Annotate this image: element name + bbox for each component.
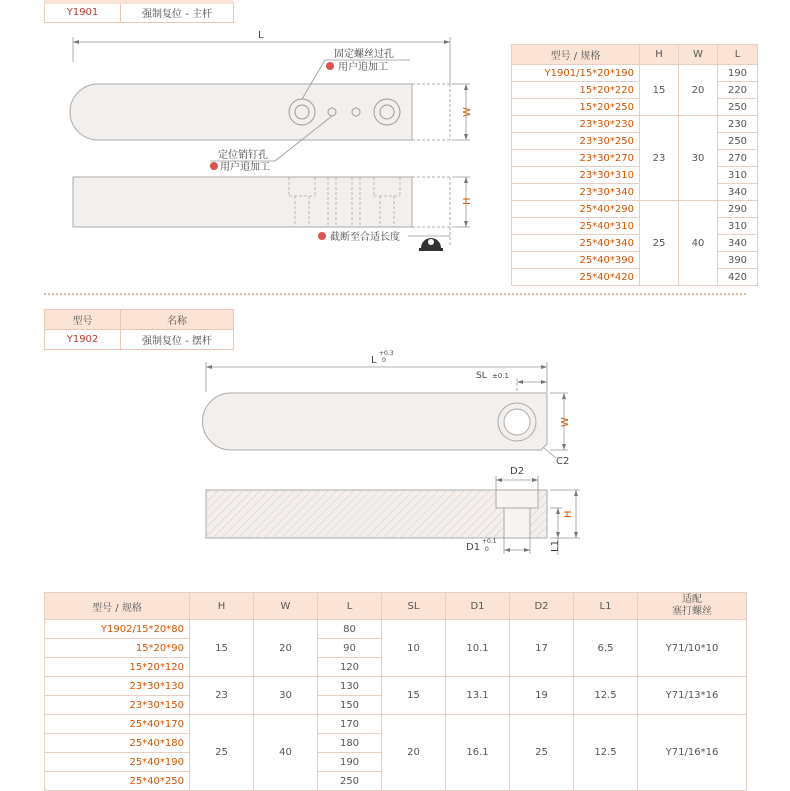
table-cell: 420 [718,269,758,286]
table-cell: 310 [718,218,758,235]
part1-th-W: W [679,45,718,65]
part2-code: Y1902 [45,330,121,350]
saw-icon [419,238,443,251]
part2-drawing [190,340,590,580]
table-cell: 15*20*90 [45,639,190,658]
part1-top-view-bar [70,84,412,140]
part1-th-L: L [718,45,758,65]
table-cell: 10 [382,620,446,677]
table-cell: 25*40*190 [45,753,190,772]
table-cell: 15*20*250 [512,99,640,116]
part2-dim-D1-label: D1 [466,542,481,553]
table-cell: 15 [190,620,254,677]
table-cell: 23*30*250 [512,133,640,150]
table-cell: 250 [718,133,758,150]
part1-note-cut: 截断至合适长度 [330,232,400,243]
part1-note-pin-icon [210,162,218,170]
part1-th-model: 型号 / 规格 [512,45,640,65]
part1-cut-extension [412,84,450,140]
table-cell: 150 [318,696,382,715]
table-cell: 12.5 [574,715,638,791]
table-cell: 20 [254,620,318,677]
part2-dim-D2-label: D2 [510,466,525,477]
part2-dim-SL-label: SL [476,371,487,381]
part2-hole-inner [504,409,530,435]
table-cell: Y71/13*16 [638,677,747,715]
part1-note-thread-icon [326,62,334,70]
table-cell: 19 [510,677,574,715]
part2-side-through-hole [504,508,530,538]
table-cell: 340 [718,184,758,201]
svg-text:0: 0 [382,357,386,364]
table-header-cell: SL [382,593,446,620]
table-cell: 25*40*340 [512,235,640,252]
part2-dim-H-label: H [563,510,574,518]
table-cell: 25 [640,201,679,286]
part2-spec-table [44,592,747,791]
table-row-model: Y1901/15*20*190 [512,65,640,82]
table-cell: 390 [718,252,758,269]
svg-text:±0.1: ±0.1 [492,372,509,380]
table-cell: 170 [318,715,382,734]
table-cell: 250 [718,99,758,116]
table-cell: 130 [318,677,382,696]
table-cell: 30 [679,116,718,201]
part2-top-view-bar [203,393,548,450]
part1-drawing [0,0,510,270]
table-header-cell: 型号 / 规格 [45,593,190,620]
table-cell: 25*40*290 [512,201,640,218]
table-cell: 15*20*220 [512,82,640,99]
table-cell: 340 [718,235,758,252]
table-cell: 40 [679,201,718,286]
table-cell: 30 [254,677,318,715]
table-cell: 25*40*250 [45,772,190,791]
part1-th-H: H [640,45,679,65]
table-cell: 20 [382,715,446,791]
part1-note-thread-2: 用户追加工 [338,62,388,73]
part1-note-cut-icon [318,232,326,240]
table-cell: 23*30*310 [512,167,640,184]
table-cell: 12.5 [574,677,638,715]
table-cell: 220 [718,82,758,99]
table-cell: 270 [718,150,758,167]
table-cell: 25*40*420 [512,269,640,286]
table-cell: 20 [679,65,718,116]
table-header-cell: D1 [446,593,510,620]
part1-spec-table [511,44,758,286]
table-cell: 23*30*130 [45,677,190,696]
table-cell: 23 [190,677,254,715]
table-cell: 15*20*120 [45,658,190,677]
svg-text:0: 0 [485,546,489,553]
part1-dim-L-label: L [258,30,264,41]
table-cell: 15 [382,677,446,715]
table-cell: 25 [510,715,574,791]
table-cell: 190 [318,753,382,772]
part2-name: 强制复位 - 摆杆 [121,330,234,350]
table-cell: 16.1 [446,715,510,791]
table-header-cell: W [254,593,318,620]
table-cell: 230 [718,116,758,133]
table-cell: 80 [318,620,382,639]
part1-note-thread-1: 固定螺丝过孔 [334,49,394,60]
part1-side-view-bar [73,177,412,227]
table-cell: 23*30*150 [45,696,190,715]
table-header-cell: L1 [574,593,638,620]
table-cell: 190 [718,65,758,82]
part2-dim-C2-label: C2 [556,456,570,467]
part2-dim-L-label: L [371,355,377,366]
part2-header-col1: 型号 [45,310,121,330]
part2-header-col2: 名称 [121,310,234,330]
table-cell: 23*30*230 [512,116,640,133]
table-cell: 250 [318,772,382,791]
table-cell: 23 [640,116,679,201]
table-cell: 23*30*340 [512,184,640,201]
table-cell: 17 [510,620,574,677]
part1-note-pin-1: 定位销钉孔 [218,150,268,161]
part1-code: Y1901 [45,3,121,23]
svg-text:+0.1: +0.1 [482,538,497,545]
table-cell: 25*40*170 [45,715,190,734]
table-cell: Y71/16*16 [638,715,747,791]
table-cell: Y1902/15*20*80 [45,620,190,639]
table-cell: 25*40*310 [512,218,640,235]
table-cell: 25*40*390 [512,252,640,269]
table-cell: 6.5 [574,620,638,677]
table-cell: 310 [718,167,758,184]
table-header-cell: H [190,593,254,620]
table-cell: 10.1 [446,620,510,677]
table-cell: 23*30*270 [512,150,640,167]
part1-dim-H-label: H [462,197,473,205]
part2-side-counterbore [496,490,538,508]
table-cell: 25 [190,715,254,791]
table-cell: 290 [718,201,758,218]
section-divider [44,293,746,295]
part1-note-pin-2: 用户追加工 [220,162,270,173]
part1-name: 强制复位 - 主杆 [121,3,234,23]
table-header-cell: D2 [510,593,574,620]
table-cell: 40 [254,715,318,791]
svg-text:+0.3: +0.3 [379,350,394,357]
table-cell: 15 [640,65,679,116]
part1-dim-W-label: W [462,107,473,117]
table-cell: Y71/10*10 [638,620,747,677]
table-cell: 120 [318,658,382,677]
part2-dim-L1-label: L1 [550,540,561,552]
table-cell: 13.1 [446,677,510,715]
part2-th-screw: 适配 塞打螺丝 [638,593,747,620]
table-cell: 25*40*180 [45,734,190,753]
table-cell: 180 [318,734,382,753]
table-cell: 90 [318,639,382,658]
table-header-cell: L [318,593,382,620]
part2-dim-W-label: W [560,417,571,427]
